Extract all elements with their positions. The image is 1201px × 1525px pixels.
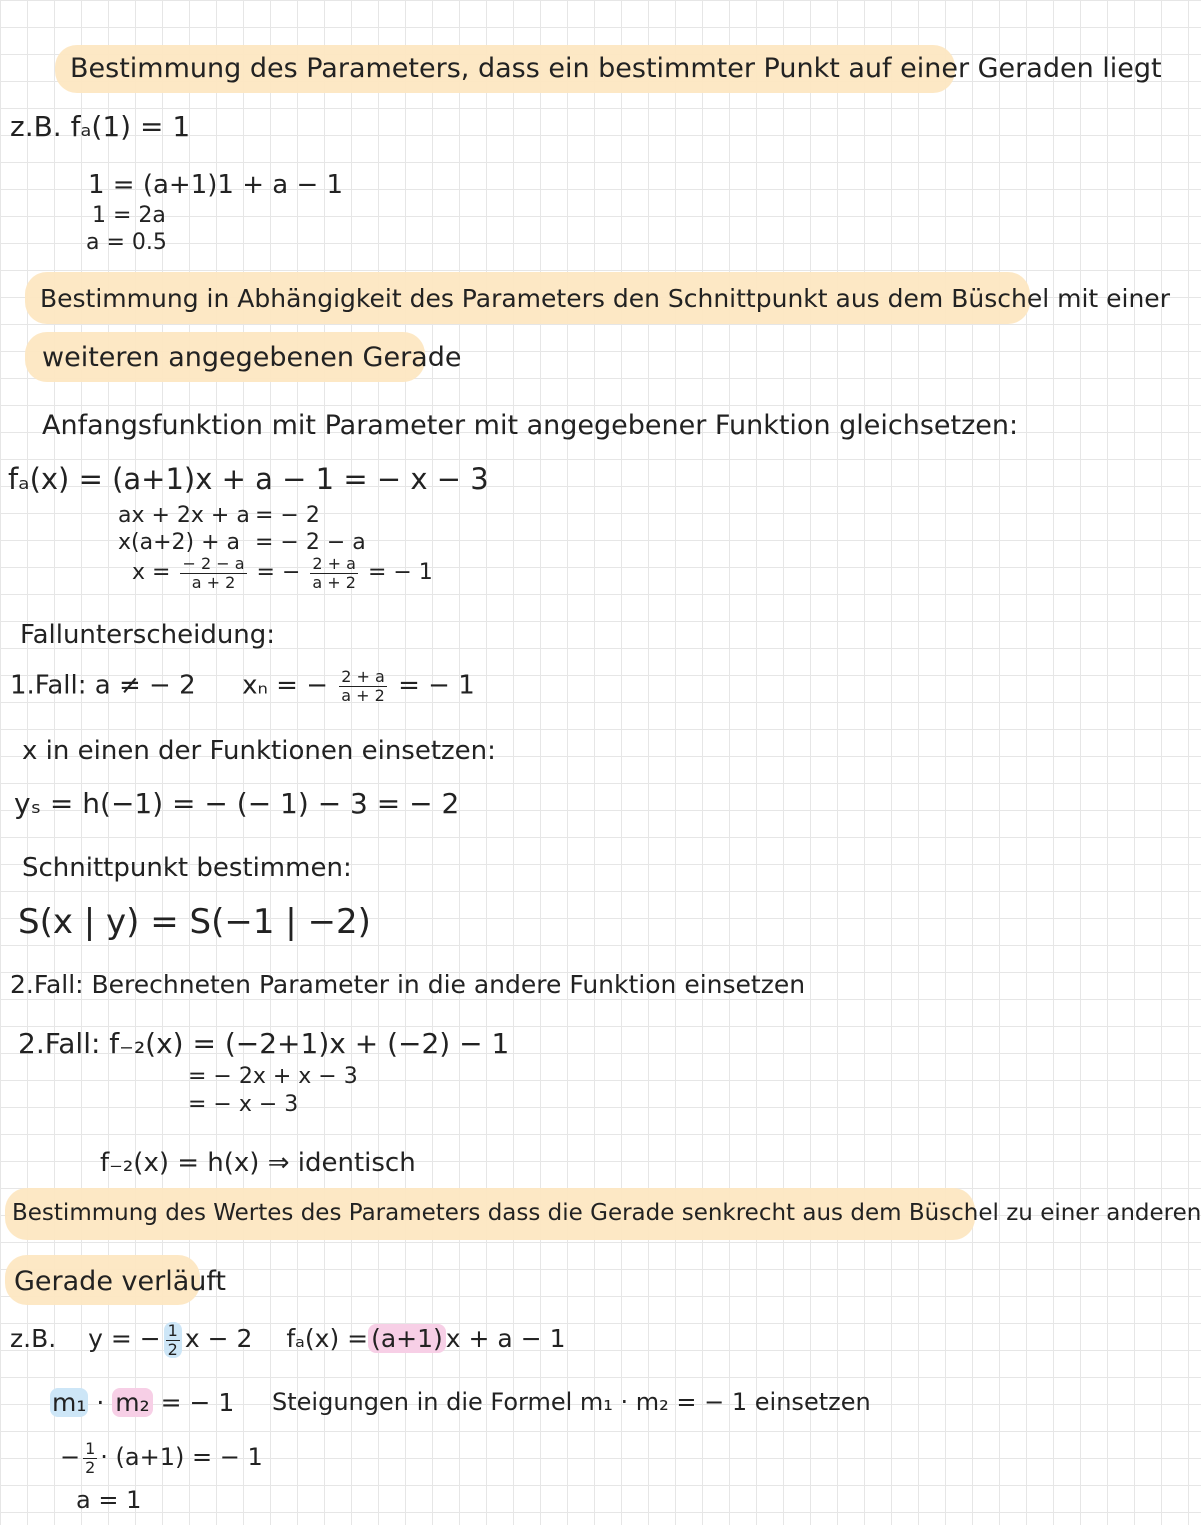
step-1-left: ax + 2x + a bbox=[118, 503, 250, 528]
x-fraction-2 bbox=[310, 555, 358, 591]
step-2-right: = − 2 − a bbox=[255, 530, 366, 555]
section1-example: z.B. fₐ(1) = 1 bbox=[10, 110, 191, 143]
slope-fraction-num: 1 bbox=[167, 1321, 178, 1340]
f-label: fₐ(x) = bbox=[286, 1324, 369, 1354]
calc-fraction-num: 1 bbox=[85, 1439, 96, 1458]
section2-heading-line2: weiteren angegebenen Gerade bbox=[42, 342, 462, 373]
x-result-end: = − 1 bbox=[367, 560, 433, 586]
section2-intro: Anfangsfunktion mit Parameter mit angegebener Funktion gleichsetzen: bbox=[42, 410, 1019, 441]
example-rest: x − 2 bbox=[184, 1324, 253, 1354]
case2-line-2: = − x − 3 bbox=[188, 1092, 299, 1117]
section3-heading-line2: Gerade verläuft bbox=[14, 1266, 226, 1297]
x-fraction-2-den: a + 2 bbox=[312, 572, 356, 592]
formula-note: Steigungen in die Formel m₁ · m₂ = − 1 einsetzen bbox=[272, 1388, 871, 1416]
slope-fraction-den: 2 bbox=[167, 1339, 178, 1359]
ys-equation: yₛ = h(−1) = − (− 1) − 3 = − 2 bbox=[14, 787, 460, 820]
m2-marked: m₂ bbox=[112, 1388, 152, 1417]
section1-line-1: 1 = (a+1)1 + a − 1 bbox=[88, 170, 344, 200]
section2-equation: fₐ(x) = (a+1)x + a − 1 = − x − 3 bbox=[8, 462, 489, 496]
dot-operator: · bbox=[96, 1388, 105, 1417]
calc-fraction-den: 2 bbox=[85, 1457, 96, 1477]
x-fraction-1 bbox=[180, 555, 246, 591]
schnittpunkt-result: S(x | y) = S(−1 | −2) bbox=[18, 902, 371, 942]
case2-equation: 2.Fall: f₋₂(x) = (−2+1)x + (−2) − 1 bbox=[18, 1027, 510, 1060]
f-rest: x + a − 1 bbox=[445, 1324, 566, 1354]
case1-end: = − 1 bbox=[398, 670, 475, 701]
case2-text: 2.Fall: Berechneten Parameter in die andere Funktion einsetzen bbox=[10, 970, 806, 999]
section1-heading: Bestimmung des Parameters, dass ein bestimmter Punkt auf einer Geraden liegt bbox=[70, 53, 1162, 84]
case1-fraction bbox=[339, 668, 387, 704]
x-fraction-1-den: a + 2 bbox=[191, 572, 236, 592]
step-1-right: = − 2 bbox=[255, 503, 320, 528]
x-result-mid: = − bbox=[256, 560, 301, 586]
schnittpunkt-label: Schnittpunkt bestimmen: bbox=[22, 853, 352, 883]
example-y: y = − bbox=[88, 1324, 161, 1354]
section3-example bbox=[10, 1322, 566, 1358]
step-2-left: x(a+2) + a bbox=[118, 530, 240, 555]
slope-fraction-marked bbox=[164, 1322, 182, 1358]
slope-product-row bbox=[50, 1390, 234, 1415]
x-result-label: x = bbox=[132, 560, 171, 586]
section1-line-2: 1 = 2a bbox=[92, 203, 166, 228]
f-slope-marked: (a+1) bbox=[368, 1324, 446, 1353]
m1-marked: m₁ bbox=[52, 1388, 87, 1417]
insert-text: x in einen der Funktionen einsetzen: bbox=[22, 736, 496, 766]
calc-prefix: − bbox=[60, 1443, 81, 1472]
case1-fraction-num: 2 + a bbox=[341, 667, 385, 686]
calc-fraction bbox=[83, 1440, 97, 1476]
case1-xn: xₙ = − bbox=[242, 670, 329, 701]
case2-line-1: = − 2x + x − 3 bbox=[188, 1064, 358, 1089]
identical-statement: f₋₂(x) = h(x) ⇒ identisch bbox=[100, 1148, 416, 1178]
calc-row bbox=[60, 1440, 263, 1476]
calc-rest: · (a+1) = − 1 bbox=[100, 1443, 263, 1472]
x-result bbox=[132, 555, 433, 591]
case-distinction-label: Fallunterscheidung: bbox=[20, 620, 276, 650]
x-fraction-2-num: 2 + a bbox=[312, 554, 356, 573]
section3-result: a = 1 bbox=[76, 1486, 142, 1514]
section1-line-3: a = 0.5 bbox=[86, 230, 167, 255]
m-equals: = − 1 bbox=[160, 1388, 235, 1417]
x-fraction-1-num: − 2 − a bbox=[182, 554, 245, 573]
section3-heading-line1: Bestimmung des Wertes des Parameters dass die Gerade senkrecht aus dem Büschel zu einer anderen bbox=[12, 1200, 1201, 1226]
section2-heading-line1: Bestimmung in Abhängigkeit des Parameters den Schnittpunkt aus dem Büschel mit einer bbox=[40, 284, 1170, 313]
example-prefix: z.B. bbox=[10, 1324, 57, 1354]
case1-row bbox=[10, 668, 475, 704]
case1-fraction-den: a + 2 bbox=[341, 685, 385, 705]
case1-label: 1.Fall: a ≠ − 2 bbox=[10, 670, 196, 701]
